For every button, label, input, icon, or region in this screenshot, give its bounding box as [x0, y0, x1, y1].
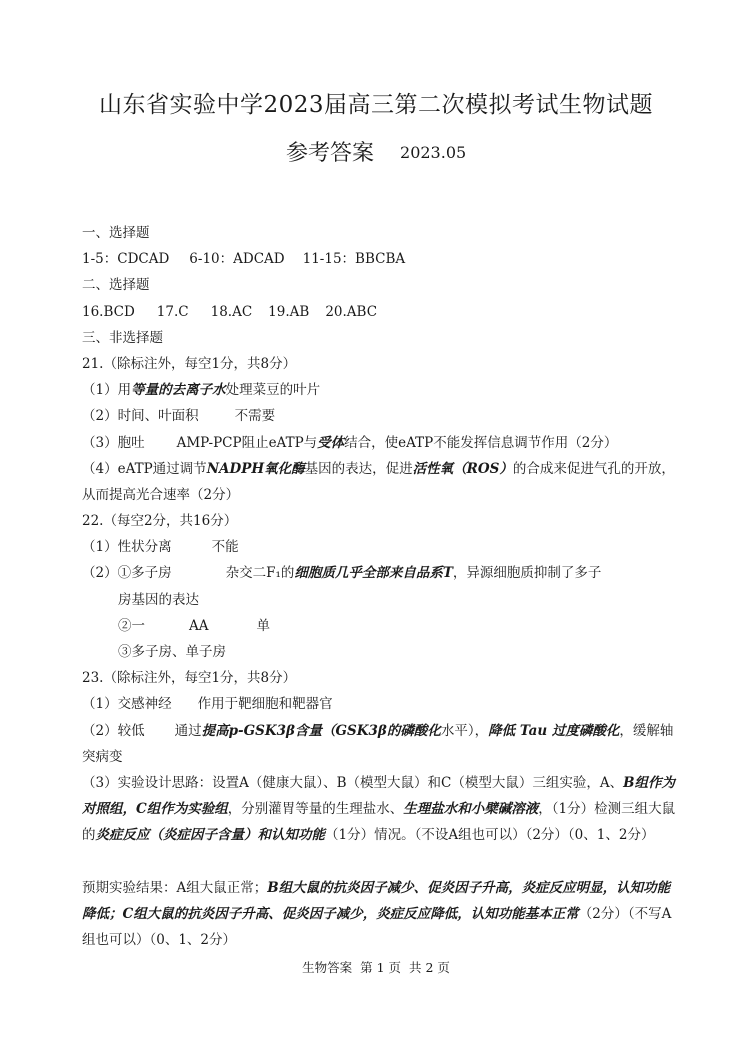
q23-part2-key2: 降低 Tau 过度磷酸化: [488, 722, 620, 739]
answer-6-10: 6-10：ADCAD: [189, 251, 285, 268]
q22-part2-sub2: [82, 613, 682, 639]
q21-part3-key: 受体: [317, 434, 345, 451]
q21-part2-b: 不需要: [234, 408, 276, 425]
answer-19: 19.AB: [268, 303, 310, 320]
q23-part1: [82, 691, 682, 717]
q23-results-key: B组大鼠的抗炎因子减少、促炎因子升高，炎症反应明显，认知功能降低；C组大鼠的抗炎因子升高、促炎因子减少，炎症反应降低，认知功能基本正常: [82, 879, 671, 922]
page-footer: [0, 958, 752, 976]
q21-part4-a: （4）eATP通过调节: [82, 460, 207, 477]
q22-part2: [82, 560, 682, 586]
q23-part3-key2: 生理盐水和小檗碱溶液: [403, 801, 539, 818]
q21-part1-key: 等量的去离子水: [131, 382, 226, 399]
section-heading-3: 三、非选择题: [82, 329, 163, 346]
q23-expected-results: [82, 875, 682, 954]
page-title: 山东省实验中学2023届高三第二次模拟考试生物试题: [98, 92, 654, 118]
q21-header: 21.（除标注外，每空1分，共8分）: [82, 355, 297, 372]
section-heading-1: 一、选择题: [82, 225, 150, 241]
q21-part4-key2: 活性氧（ROS）: [412, 460, 513, 477]
footer-total: 共 2 页: [408, 960, 450, 975]
q22-header: 22.（每空2分，共16分）: [82, 513, 238, 530]
answer-20: 20.ABC: [325, 303, 378, 320]
q21-part3-rest: 结合，使eATP不能发挥信息调节作用（2分）: [344, 434, 618, 451]
q23-part2-d: 水平），: [440, 722, 489, 739]
q21-part4-key1: NADPH氧化酶: [206, 460, 305, 477]
q21-part1-rest: 处理菜豆的叶片: [225, 382, 321, 399]
q22-part1-b: 不能: [211, 539, 239, 556]
mc-answers-2: [82, 299, 682, 325]
q22-part1-a: （1）性状分离: [82, 539, 172, 556]
q23-part3: [82, 770, 682, 875]
q21-part1: [82, 377, 682, 403]
q21-part2-a: （2）时间、叶面积: [82, 408, 199, 425]
footer-page: 第 1 页: [360, 960, 401, 975]
q23-part2: [82, 718, 682, 770]
q21-part1-text: （1）用: [82, 382, 132, 399]
footer-subject: 生物答案: [302, 960, 353, 975]
q22-part2-a: （2）①多子房: [82, 565, 172, 582]
mc-answers-1: [82, 246, 682, 272]
q23-header: 23.（除标注外，每空1分，共8分）: [82, 670, 297, 687]
subtitle-text: 参考答案: [286, 141, 375, 166]
q23-part3-e: ，（1分）检测三组大鼠的: [82, 801, 676, 844]
q23-results-rest: （2分）（不写A组也可以）（0、1、2分）: [82, 905, 672, 949]
q23-results-a: 预期实验结果：A组大鼠正常；: [82, 879, 268, 896]
section-heading-2: 二、选择题: [82, 277, 150, 294]
q21-part3-b: AMP-PCP阻止eATP与: [176, 434, 318, 451]
q22-part2-d: ，异源细胞质抑制了多子: [452, 565, 602, 582]
answer-17: 17.C: [156, 303, 189, 320]
q21-part4: [82, 456, 682, 508]
q21-part2: [82, 403, 682, 429]
q22-part2-b: 杂交二F₁的: [225, 565, 295, 582]
q22-part1: [82, 534, 682, 560]
q23-part3-key3: 炎症反应（炎症因子含量）和认知功能: [95, 827, 325, 844]
q21-part4-rest: 的合成来促进气孔的开放，从而提高光合速率（2分）: [82, 460, 675, 503]
answer-content: [82, 220, 682, 953]
q21-part3-a: （3）胞吐: [82, 434, 145, 451]
exam-date: 2023.05: [400, 143, 467, 162]
q23-part2-key1: 提高p-GSK3β含量（GSK3β的磷酸化: [201, 722, 441, 739]
q22-part2-key: 细胞质几乎全部来自品系T: [294, 565, 453, 582]
q22-sub2-a: ②一: [118, 617, 145, 634]
q23-part3-rest: （1分）情况。（不设A组也可以）（2分）（0、1、2分）: [325, 827, 655, 844]
answer-11-15: 11-15：BBCBA: [302, 251, 406, 268]
q23-part1-b: 作用于靶细胞和靶器官: [197, 696, 333, 713]
q23-part3-key1: B组作为对照组，C组作为实验组: [82, 774, 676, 818]
q23-part3-a: （3）实验设计思路：设置A（健康大鼠）、B（模型大鼠）和C（模型大鼠）三组实验，A、: [82, 774, 624, 791]
q21-part4-c: 基因的表达，促进: [304, 460, 413, 477]
q22-part2-sub3: ③多子房、单子房: [118, 644, 226, 661]
q23-part2-rest: ，缓解轴突病变: [82, 722, 674, 765]
answer-18: 18.AC: [210, 303, 253, 320]
q22-sub2-c: 单: [256, 617, 270, 634]
q23-part2-a: （2）较低: [82, 722, 145, 739]
q21-part3: [82, 430, 682, 456]
q22-part2-cont: 房基因的表达: [118, 591, 199, 608]
answer-16: 16.BCD: [82, 303, 135, 320]
answer-1-5: 1-5：CDCAD: [82, 251, 170, 268]
q23-part3-c: ，分别灌胃等量的生理盐水、: [227, 801, 404, 818]
page-subtitle: [286, 136, 466, 167]
q23-part1-a: （1）交感神经: [82, 696, 172, 713]
q23-part2-b: 通过: [174, 722, 202, 739]
q22-sub2-b: AA: [189, 617, 209, 634]
